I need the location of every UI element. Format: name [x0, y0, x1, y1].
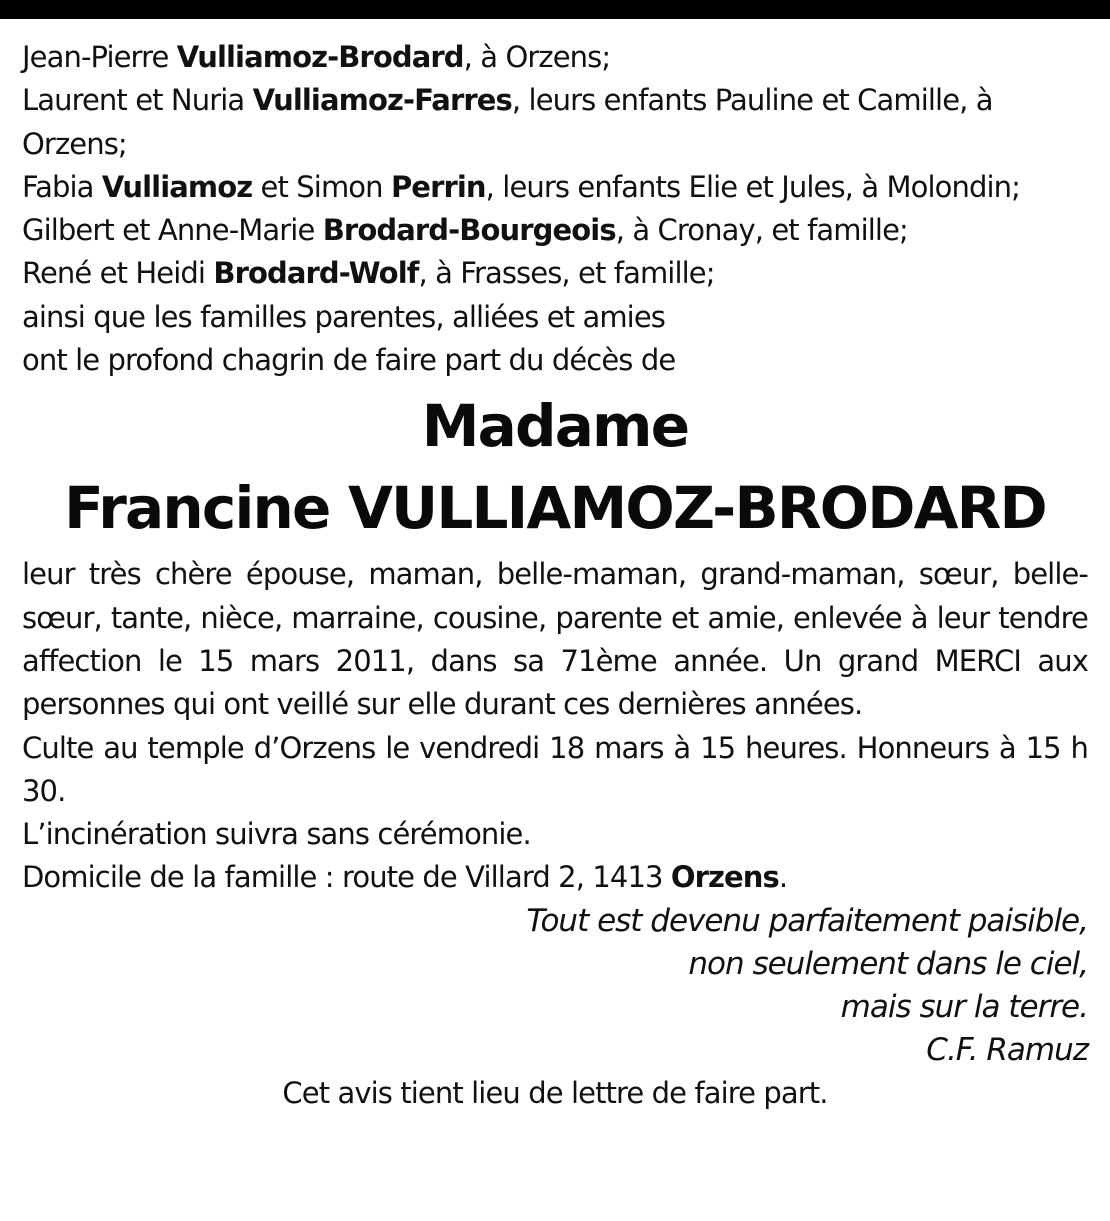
domicile-paragraph: Domicile de la famille : route de Villard 2, 1413 Orzens.: [22, 860, 788, 895]
family-name: Vulliamoz: [101, 169, 253, 204]
quote-line-2: non seulement dans le ciel,: [688, 945, 1088, 982]
tribute-paragraph: leur très chère épouse, maman, belle-maman, grand-maman, sœur, belle-sœur, tante, nièce, marraine, cousine, parente et amie, enlevée à leur tendre affection le 15 mars 2011, dans sa 71ème année. Un grand MERCI aux personnes qui ont veillé sur elle durant ces dernières années.: [22, 557, 1088, 722]
family-line-5: René et Heidi Brodard-Wolf, à Frasses, et famille;: [22, 256, 715, 291]
deceased-title: Madame: [421, 392, 689, 461]
service-paragraph: Culte au temple d’Orzens le vendredi 18 mars à 15 heures. Honneurs à 15 h 30.: [22, 730, 1088, 808]
intro-line-1: ainsi que les familles parentes, alliées et amies: [22, 299, 665, 334]
ramuz-quote: [22, 900, 1088, 1072]
obituary-notice: [22, 36, 1088, 1115]
family-name: Vulliamoz-Brodard: [176, 40, 464, 74]
quote-author: C.F. Ramuz: [926, 1031, 1088, 1068]
intro-line-2: ont le profond chagrin de faire part du décès de: [22, 343, 676, 378]
family-name: Brodard-Wolf: [213, 256, 419, 291]
family-name: Perrin: [390, 169, 486, 204]
family-line-3: Fabia Vulliamoz et Simon Perrin, leurs enfants Elie et Jules, à Molondin;: [22, 169, 1020, 204]
family-name: Brodard-Bourgeois: [322, 213, 616, 248]
deceased-name: Francine VULLIAMOZ-BRODARD: [64, 474, 1046, 543]
family-line-2: Laurent et Nuria Vulliamoz-Farres, leurs enfants Pauline et Camille, à Orzens;: [22, 83, 993, 161]
family-line-1: Jean-Pierre Vulliamoz-Brodard, à Orzens;: [22, 40, 611, 74]
footer-note: Cet avis tient lieu de lettre de faire part.: [282, 1075, 828, 1110]
family-line-4: Gilbert et Anne-Marie Brodard-Bourgeois, à Cronay, et famille;: [22, 213, 908, 248]
cremation-paragraph: L’incinération suivra sans cérémonie.: [22, 817, 531, 852]
family-name: Vulliamoz-Farres: [252, 83, 512, 118]
quote-line-1: Tout est devenu parfaitement paisible,: [526, 902, 1088, 939]
quote-line-3: mais sur la terre.: [840, 988, 1088, 1025]
domicile-town: Orzens: [670, 860, 779, 895]
top-border-rule: [0, 0, 1110, 19]
